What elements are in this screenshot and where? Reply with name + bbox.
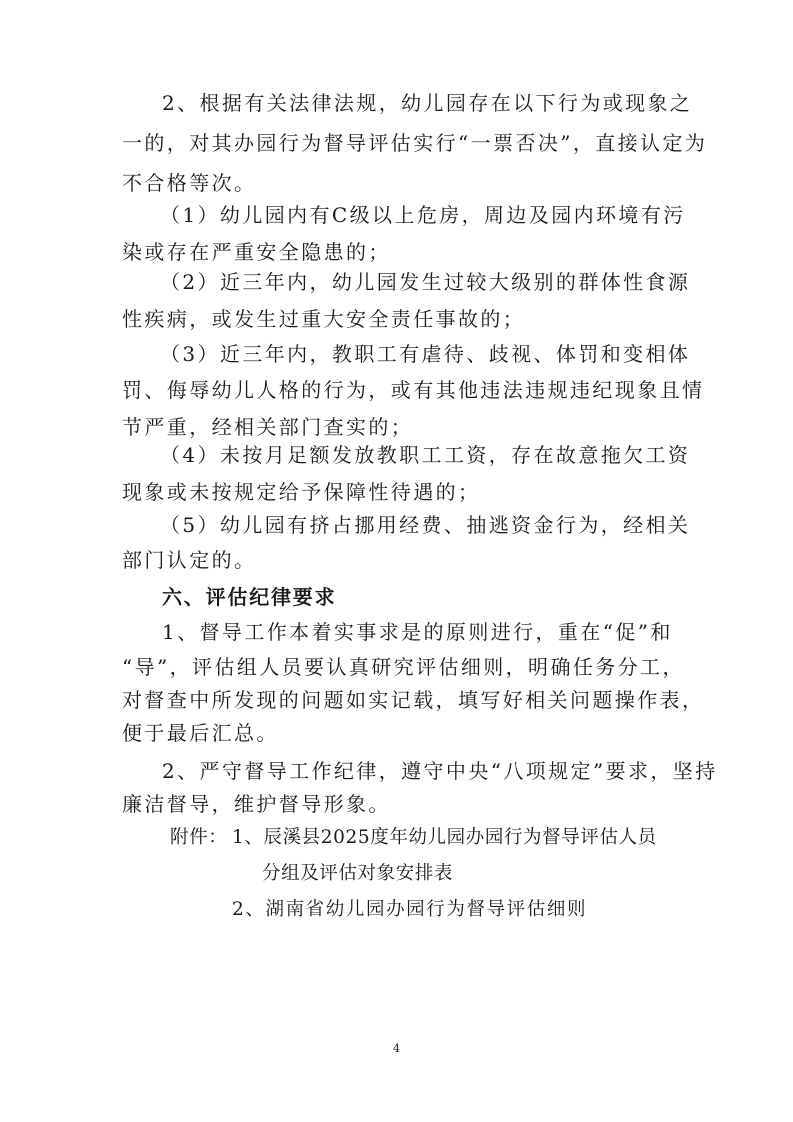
list-item-line: 性疾病，或发生过重大安全责任事故的；: [122, 307, 526, 331]
paragraph-line: 一的，对其办园行为督导评估实行“一票否决”，直接认定为: [122, 131, 708, 155]
attachment-label: 附件：: [170, 827, 228, 848]
list-item-line: 现象或未按规定给予保障性待遇的；: [122, 480, 481, 504]
paragraph-line: 2、严守督导工作纪律，遵守中央“八项规定”要求，坚持: [162, 759, 718, 783]
section-heading: 六、评估纪律要求: [162, 585, 337, 609]
list-item-line: （2）近三年内，幼儿园发生过较大级别的群体性食源: [160, 270, 691, 294]
list-item-line: （4）未按月足额发放教职工工资，存在故意拖欠工资: [160, 443, 691, 467]
list-item-line: 节严重，经相关部门查实的；: [122, 415, 414, 439]
paragraph-line: 廉洁督导，维护督导形象。: [122, 792, 391, 816]
paragraph-line: “导”，评估组人员要认真研究评估细则，明确任务分工，: [122, 655, 685, 679]
attachment-item: 2、湖南省幼儿园办园行为督导评估细则: [232, 899, 588, 920]
list-item-line: 部门认定的。: [122, 548, 257, 572]
paragraph-line: 1、督导工作本着实事求是的原则进行，重在“促”和: [162, 620, 673, 644]
list-item-line: 染或存在严重安全隐患的；: [122, 240, 391, 264]
paragraph-line: 不合格等次。: [122, 171, 257, 195]
paragraph-line: 便于最后汇总。: [122, 721, 279, 745]
list-item-line: （1）幼儿园内有C级以上危房，周边及园内环境有污: [160, 203, 686, 227]
page-number: 4: [393, 1042, 400, 1055]
attachment-item: 分组及评估对象安排表: [262, 863, 454, 884]
attachment-item: 1、辰溪县2025度年幼儿园办园行为督导评估人员: [232, 827, 657, 848]
paragraph-line: 2、根据有关法律法规，幼儿园存在以下行为或现象之: [162, 91, 693, 115]
paragraph-line: 对督查中所发现的问题如实记载，填写好相关问题操作表，: [122, 688, 705, 712]
list-item-line: 罚、侮辱幼儿人格的行为，或有其他违法违规违纪现象且情: [122, 378, 705, 402]
list-item-line: （3）近三年内，教职工有虐待、歧视、体罚和变相体: [160, 342, 691, 366]
list-item-line: （5）幼儿园有挤占挪用经费、抽逃资金行为，经相关: [160, 513, 691, 537]
